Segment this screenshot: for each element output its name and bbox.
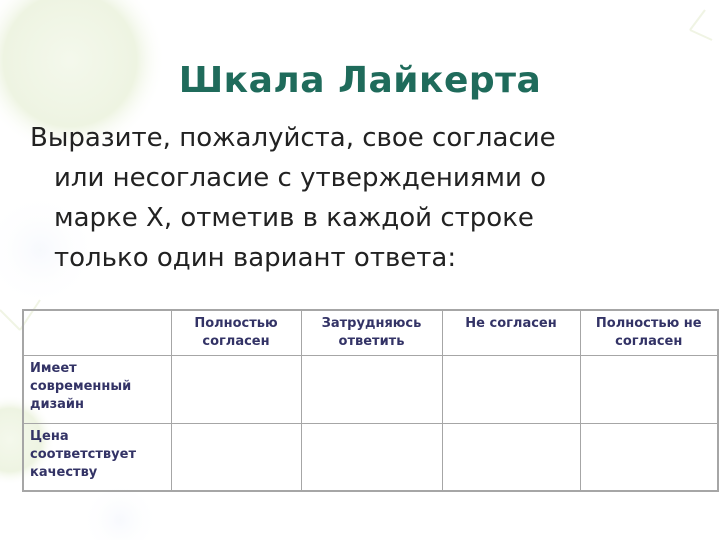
instruction-line: или несогласие с утверждениями о — [54, 163, 547, 193]
header-fully-agree: Полностью согласен — [171, 310, 301, 355]
instruction-text — [30, 118, 710, 278]
slide-title: Шкала Лайкерта — [178, 60, 542, 101]
instruction-line: только один вариант ответа: — [54, 243, 457, 273]
row-label-modern-design: Имеет современный дизайн — [23, 355, 171, 423]
answer-cell[interactable] — [442, 355, 580, 423]
row-label-price-quality: Цена соответствует качеству — [23, 423, 171, 491]
answer-cell[interactable] — [171, 423, 301, 491]
answer-cell[interactable] — [301, 355, 442, 423]
answer-cell[interactable] — [442, 423, 580, 491]
table-row — [23, 423, 718, 491]
answer-cell[interactable] — [171, 355, 301, 423]
likert-scale-table — [22, 309, 719, 492]
header-disagree: Не согласен — [442, 310, 580, 355]
answer-cell[interactable] — [580, 423, 718, 491]
instruction-line: Выразите, пожалуйста, свое согласие — [30, 123, 556, 153]
answer-cell[interactable] — [580, 355, 718, 423]
answer-cell[interactable] — [301, 423, 442, 491]
header-undecided: Затрудняюсь ответить — [301, 310, 442, 355]
table-header-row — [23, 310, 718, 355]
instruction-line: марке Х, отметив в каждой строке — [54, 203, 534, 233]
header-fully-disagree: Полностью не согласен — [580, 310, 718, 355]
header-empty-cell — [23, 310, 171, 355]
table-row — [23, 355, 718, 423]
